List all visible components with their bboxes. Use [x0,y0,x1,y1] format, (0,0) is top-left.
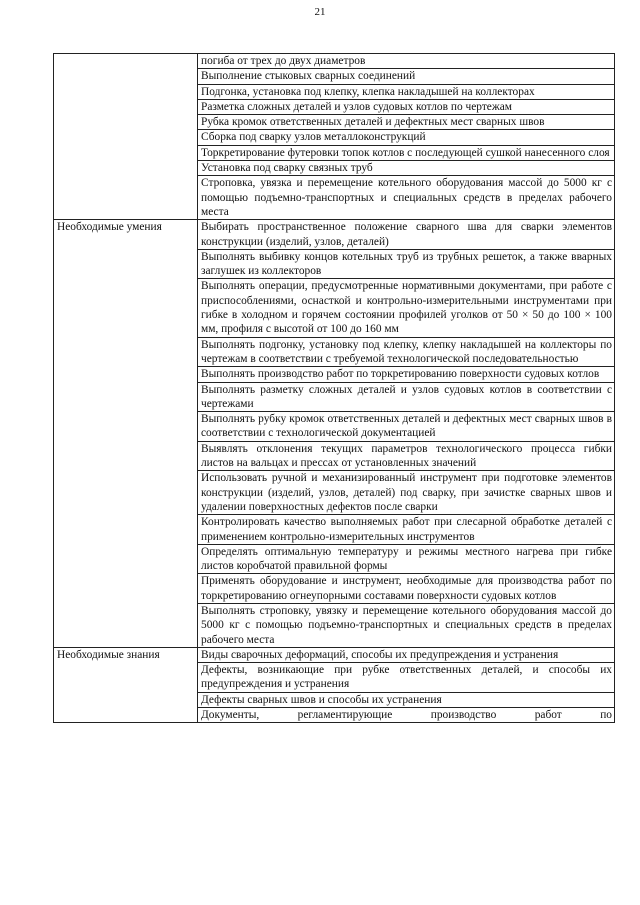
table-cell: Выполнять разметку сложных деталей и узлов судовых котлов в соответствии с чертежами [198,382,615,412]
table-cell: Виды сварочных деформаций, способы их предупреждения и устранения [198,647,615,662]
table-row [54,54,615,69]
table-cell: Выполнять выбивку концов котельных труб из трубных решеток, а также вварных заглушек из коллекторов [198,249,615,279]
table-row [54,220,615,250]
table-cell: Сборка под сварку узлов металлоконструкций [198,130,615,145]
page-number: 21 [314,6,326,18]
skills-label: Необходимые умения [54,220,198,648]
table-cell: Строповка, увязка и перемещение котельного оборудования массой до 5000 кг с помощью подъемно-транспортных и специальных средств в пределах рабочего места [198,176,615,220]
table-cell: Дефекты, возникающие при рубке ответственных деталей, и способы их предупреждения и устранения [198,663,615,693]
table-cell: Контролировать качество выполняемых работ при слесарной обработке деталей с применением контрольно-измерительных инструментов [198,515,615,545]
table-cell: Выполнение стыковых сварных соединений [198,69,615,84]
table-row [54,647,615,662]
skills-section [54,220,615,648]
table-cell: Дефекты сварных швов и способы их устранения [198,692,615,707]
continued-section [54,54,615,220]
table-cell: Использовать ручной и механизированный инструмент при подготовке элементов конструкции (изделий, узлов, деталей) под сварку, при зачистке сварных швов и удалении поверхностных дефектов после сварки [198,471,615,515]
table-cell: Разметка сложных деталей и узлов судовых котлов по чертежам [198,99,615,114]
table-cell: Подгонка, установка под клепку, клепка накладышей на коллекторах [198,84,615,99]
table-cell: погиба от трех до двух диаметров [198,54,615,69]
table-cell: Выполнять подгонку, установку под клепку, клепку накладышей на коллекторы по чертежам в соответствии с требуемой технологической последовательностью [198,337,615,367]
knowledge-section [54,647,615,722]
table-cell: Установка под сварку связных труб [198,161,615,176]
table-cell: Выявлять отклонения текущих параметров технологического процесса гибки листов на вальцах и прессах от установленных значений [198,441,615,471]
table-cell: Рубка кромок ответственных деталей и дефектных мест сварных швов [198,115,615,130]
table-cell: Выполнять рубку кромок ответственных деталей и дефектных мест сварных швов в соответствии с технологической документацией [198,412,615,442]
table-cell: Торкретирование футеровки топок котлов с последующей сушкой нанесенного слоя [198,145,615,160]
competency-table [53,53,615,723]
table-cell: Выполнять производство работ по торкретированию поверхности судовых котлов [198,367,615,382]
table-cell: Применять оборудование и инструмент, необходимые для производства работ по торкретированию огнеупорными составами поверхности судовых котлов [198,574,615,604]
empty-label-cell [54,54,198,220]
table-cell: Документы, регламентирующие производство работ по [198,708,615,723]
knowledge-label: Необходимые знания [54,647,198,722]
table-cell: Выполнять операции, предусмотренные нормативными документами, при работе с приспособлениями, оснасткой и контрольно-измерительными инструментами при гибке в холодном и горячем состоянии профилей уголков от 50 × 50 до 100 × 100 мм, профиля с высотой от 100 до 160 мм [198,279,615,337]
table-cell: Выполнять строповку, увязку и перемещение котельного оборудования массой до 5000 кг с помощью подъемно-транспортных и специальных средств в пределах рабочего места [198,603,615,647]
table-cell: Выбирать пространственное положение сварного шва для сварки элементов конструкции (изделий, узлов, деталей) [198,220,615,250]
table-cell: Определять оптимальную температуру и режимы местного нагрева при гибке листов коробчатой правильной формы [198,544,615,574]
